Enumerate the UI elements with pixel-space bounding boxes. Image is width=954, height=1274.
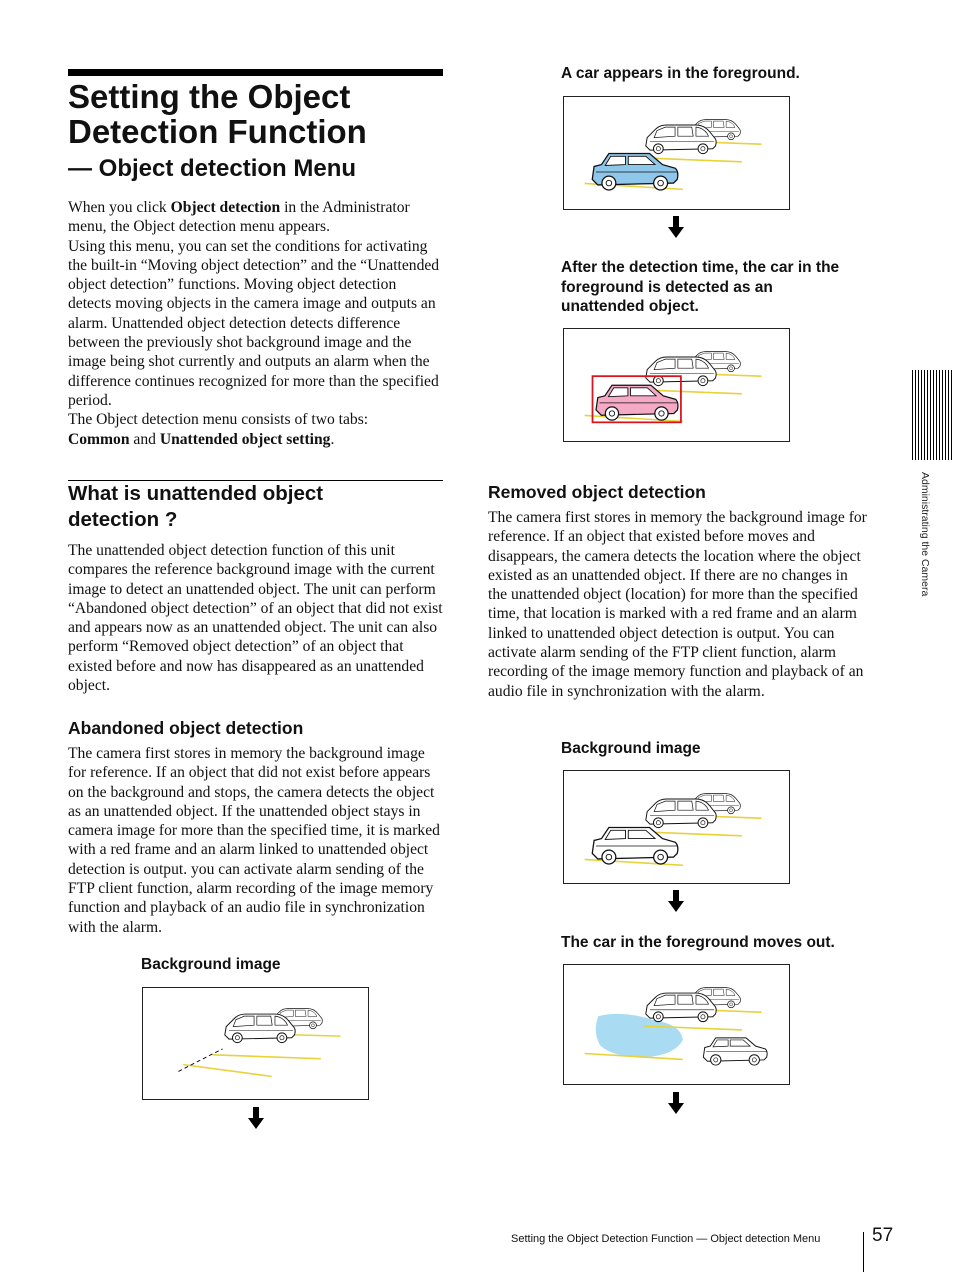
figure-detected-unattended — [563, 328, 790, 442]
page-number: 57 — [872, 1225, 894, 1246]
parking-scene-illustration — [564, 771, 789, 883]
chapter-tab-marker — [912, 370, 954, 460]
arrow-down-icon — [668, 890, 684, 912]
running-footer-title: Setting the Object Detection Function — Object detection Menu — [511, 1233, 821, 1245]
figure-abandoned-background — [142, 987, 369, 1100]
section-removed-text: The camera first stores in memory the background image for reference. If an object that existed before moves and disappears, the camera detects the location where the object existed as an unattended object. If there are no changes in the unattended object (location) for more than the specified time, that location is marked with a red frame and an alarm linked to unattended object detection is output. You can activate alarm sending of the FTP client function, alarm recording of the image memory function and playback of an audio file in synchronization with the alarm. — [488, 509, 867, 700]
page-title: Setting the Object Detection Function — [68, 78, 367, 150]
title-rule — [68, 69, 443, 76]
figure-removed-background — [563, 770, 790, 884]
section-abandoned-text: The camera first stores in memory the background image for reference. If an object that did not exist before appears on the background and stops, the camera detects the object as an unattended object. If the unattended object stays in camera image for more than the specified time, it is marked with a red frame and an alarm linked to unattended object detection is output. you can activate alarm sending of the FTP client function, alarm recording of the image memory function and playback of an audio file in synchronization with the alarm. — [68, 745, 440, 936]
page-subtitle: — Object detection Menu — [68, 155, 357, 182]
intro-paragraph-2: Using this menu, you can set the conditions for activating the built-in “Moving object detection” and the “Unattended object detection” functions. Moving object detection detects moving objects in the camera image and outputs an alarm. Unattended object detection detects difference between the previously shot background image and the image being shot currently and outputs an alarm when the difference continues recognized for more than the specified period. — [68, 237, 440, 409]
bold-term-common: Common — [68, 430, 130, 448]
section-heading-abandoned: Abandoned object detection — [68, 718, 304, 738]
footer-rule — [863, 1232, 864, 1272]
arrow-down-icon — [668, 1092, 684, 1114]
intro-paragraph-3: The Object detection menu consists of two tabs: Common and Unattended object setting. — [68, 411, 369, 448]
bold-term-object-detection: Object detection — [170, 199, 281, 216]
caption-car-appears: A car appears in the foreground. — [561, 65, 800, 82]
figure-car-appears — [563, 96, 790, 210]
parking-scene-illustration — [564, 97, 789, 209]
caption-car-moves-out: The car in the foreground moves out. — [561, 934, 835, 951]
section-what-text: The unattended object detection function of this unit compares the reference background image with the current image to detect an unattended object. The unit can perform “Abandoned object detection” of an object that did not exist and appears now as an unattended object. The unit can also perform “Removed object detection” of an object that existed before and now has disappeared as an unattended object. — [68, 542, 443, 695]
parking-scene-illustration — [564, 965, 789, 1084]
arrow-down-icon — [668, 216, 684, 238]
figure-car-moves-out — [563, 964, 790, 1085]
chapter-tab-label: Administrating the Camera — [919, 472, 931, 597]
parking-scene-illustration — [564, 329, 789, 441]
caption-abandoned-background: Background image — [141, 956, 281, 973]
section-heading-what: What is unattended object detection ? — [68, 482, 324, 531]
section-heading-removed: Removed object detection — [488, 482, 706, 502]
arrow-down-icon — [248, 1107, 264, 1129]
caption-removed-background: Background image — [561, 740, 701, 757]
caption-detected: After the detection time, the car in the foreground is detected as an unattended object. — [561, 259, 840, 315]
removed-area — [596, 1014, 683, 1058]
parking-scene-illustration — [143, 988, 368, 1099]
intro-text — [68, 198, 443, 449]
bold-term-unattended-setting: Unattended object setting — [159, 430, 331, 448]
intro-paragraph-1: When you click Object detection in the Administrator menu, the Object detection menu appears. — [68, 199, 410, 236]
